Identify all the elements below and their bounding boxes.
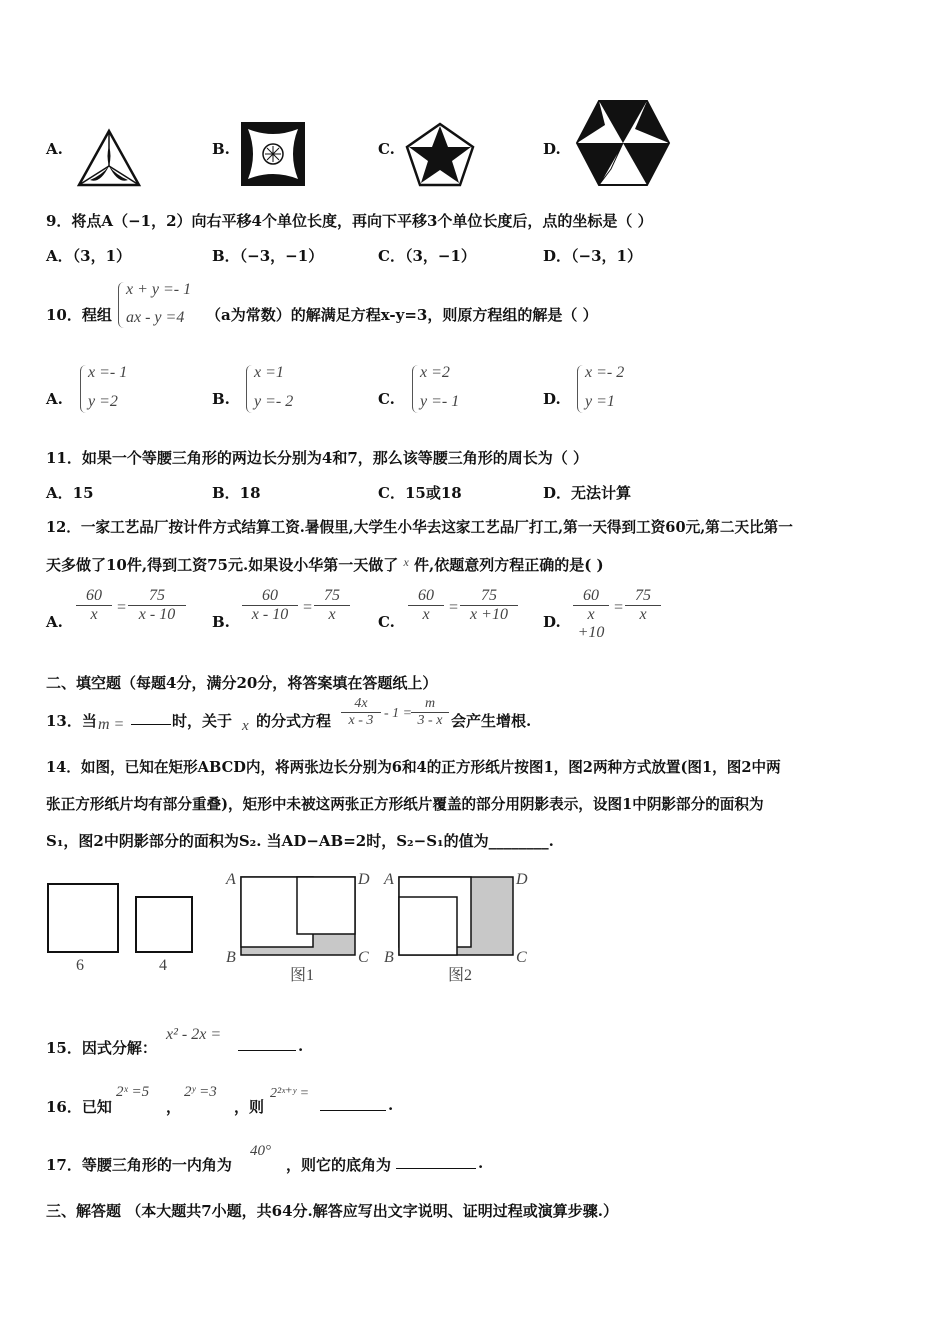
q8-option-a-label: A. bbox=[46, 140, 63, 158]
q10-option-label: C. bbox=[378, 390, 395, 408]
q10-system-brace bbox=[118, 282, 125, 328]
q17-text-c: . bbox=[478, 1154, 484, 1172]
label-six: 6 bbox=[76, 957, 84, 974]
q9-option-c: C．（3，−1） bbox=[378, 247, 476, 265]
q14-figure bbox=[40, 862, 540, 992]
fig2-label-C: C bbox=[516, 949, 527, 966]
q13-text-c: 的分式方程 bbox=[256, 712, 332, 730]
q12-fraction-1-num: 60 bbox=[573, 587, 609, 606]
q13-fraction-1-den: x - 3 bbox=[348, 713, 374, 728]
q12-option-fraction-2 bbox=[314, 587, 350, 624]
q9-option-b: B．（−3，−1） bbox=[212, 247, 324, 265]
q12-fraction-1-den: x +10 bbox=[577, 606, 605, 641]
q16-text-c: . bbox=[388, 1096, 394, 1114]
q8-figure-a bbox=[76, 128, 142, 188]
q16-eq-2: 2ʸ =3 bbox=[184, 1084, 217, 1100]
q12-fraction-2-num: 75 bbox=[460, 587, 518, 606]
q10-option-brace bbox=[577, 365, 584, 413]
q10-option-label: A. bbox=[46, 390, 63, 408]
q10-option-line-2: y =1 bbox=[585, 393, 615, 410]
fig2-label-D: D bbox=[516, 871, 528, 888]
q12-option-fraction-1 bbox=[573, 587, 609, 642]
q10-option-line-1: x =- 1 bbox=[88, 364, 128, 381]
fig1-label-C: C bbox=[358, 949, 369, 966]
square-6 bbox=[48, 884, 118, 952]
q12-option-label: C. bbox=[378, 613, 395, 631]
fig2-label-A: A bbox=[384, 871, 394, 888]
q10-option-line-2: y =2 bbox=[88, 393, 118, 410]
q10-option-line-1: x =2 bbox=[420, 364, 450, 381]
q16-sep: ， bbox=[166, 1098, 182, 1116]
q12-line-2-a: 天多做了10件,得到工资75元.如果设小华第一天做了 bbox=[46, 556, 399, 574]
q11-option-a: A．15 bbox=[46, 484, 94, 502]
q9-option-d: D．（−3，1） bbox=[543, 247, 642, 265]
q13-m: m = bbox=[98, 716, 125, 733]
fig1-square-4 bbox=[297, 877, 355, 934]
q13-fraction-2 bbox=[411, 696, 449, 729]
q10-option-brace bbox=[412, 365, 419, 413]
q10-option-label: D. bbox=[543, 390, 561, 408]
q10-stem: （a为常数）的解满足方程x-y=3，则原方程组的解是（ ） bbox=[206, 306, 598, 324]
q17-blank bbox=[396, 1154, 476, 1169]
q10-option-brace bbox=[80, 365, 87, 413]
q8-option-b-label: B. bbox=[212, 140, 230, 158]
q11-option-c: C．15或18 bbox=[378, 484, 462, 502]
q13-text-a: 13．当 bbox=[46, 712, 97, 730]
q16-text-b: ，则 bbox=[234, 1098, 265, 1116]
fig2-caption: 图2 bbox=[448, 967, 473, 984]
q12-equals: = bbox=[613, 599, 624, 616]
q12-fraction-2-num: 75 bbox=[128, 587, 186, 606]
q12-option-label: A. bbox=[46, 613, 63, 631]
q10-option-line-2: y =- 2 bbox=[254, 393, 294, 410]
q12-fraction-2-den: x bbox=[328, 606, 336, 623]
q12-option-label: D. bbox=[543, 613, 561, 631]
fig1-label-D: D bbox=[358, 871, 370, 888]
q13-fraction-1 bbox=[341, 696, 381, 729]
fig1-label-B: B bbox=[226, 949, 236, 966]
q12-fraction-2-num: 75 bbox=[314, 587, 350, 606]
q11-option-b: B．18 bbox=[212, 484, 261, 502]
q10-option-line-1: x =- 2 bbox=[585, 364, 625, 381]
q13-blank bbox=[131, 710, 171, 725]
q17-text-a: 17．等腰三角形的一内角为 bbox=[46, 1156, 232, 1174]
q12-option-fraction-2 bbox=[128, 587, 186, 624]
q12-variable: x bbox=[403, 555, 409, 569]
fig1-label-A: A bbox=[226, 871, 236, 888]
q14-line-1: 14．如图，已知在矩形ABCD内，将两张边长分别为6和4的正方形纸片按图1，图2两种方式放置(图1，图2中两 bbox=[46, 759, 781, 776]
q14-line-2: 张正方形纸片均有部分重叠)，矩形中未被这两张正方形纸片覆盖的部分用阴影表示，设图1中阴影部分的面积为 bbox=[46, 796, 764, 813]
q17-text-b: ，则它的底角为 bbox=[286, 1156, 392, 1174]
q12-option-fraction-2 bbox=[460, 587, 518, 624]
q10-option-line-1: x =1 bbox=[254, 364, 284, 381]
q12-line-2-b: 件,依题意列方程正确的是( ) bbox=[414, 556, 604, 574]
q10-equation-2: ax - y =4 bbox=[126, 309, 185, 326]
q12-fraction-2-den: x bbox=[639, 606, 647, 623]
fig2-label-B: B bbox=[384, 949, 394, 966]
q15-text-b: . bbox=[298, 1037, 304, 1055]
q12-line-1: 12．一家工艺品厂按计件方式结算工资.暑假里,大学生小华去这家工艺品厂打工,第一天得到工资60元,第二天比第一 bbox=[46, 519, 793, 536]
q12-equals: = bbox=[116, 599, 127, 616]
q8-option-c-label: C. bbox=[378, 140, 395, 158]
q15-blank bbox=[238, 1036, 296, 1051]
q12-fraction-1-den: x bbox=[422, 606, 430, 623]
q17-angle: 40° bbox=[250, 1143, 271, 1159]
q13-text-d: 会产生增根. bbox=[451, 712, 532, 730]
q8-option-d-label: D. bbox=[543, 140, 561, 158]
q12-fraction-2-den: x - 10 bbox=[138, 606, 176, 623]
q10-equation-1: x + y =- 1 bbox=[126, 281, 192, 298]
q10-option-line-2: y =- 1 bbox=[420, 393, 460, 410]
q10-option-brace bbox=[246, 365, 253, 413]
q12-option-fraction-1 bbox=[408, 587, 444, 624]
q12-option-fraction-1 bbox=[242, 587, 298, 624]
q12-fraction-1-den: x bbox=[90, 606, 98, 623]
q9-option-a: A．（3，1） bbox=[46, 247, 132, 265]
q13-mid: - 1 = bbox=[384, 706, 413, 721]
square-4 bbox=[136, 897, 192, 952]
q12-option-fraction-1 bbox=[76, 587, 112, 624]
q8-figure-b bbox=[240, 121, 306, 187]
q12-fraction-1-num: 60 bbox=[408, 587, 444, 606]
q16-eq-1: 2ˣ =5 bbox=[116, 1084, 150, 1100]
q13-text-b: 时，关于 bbox=[172, 712, 233, 730]
q16-text-a: 16．已知 bbox=[46, 1098, 112, 1116]
q12-fraction-2-num: 75 bbox=[625, 587, 661, 606]
section-2-heading: 二、填空题（每题4分，满分20分，将答案填在答题纸上） bbox=[46, 674, 438, 692]
q12-fraction-1-den: x - 10 bbox=[251, 606, 289, 623]
q15-text-a: 15．因式分解： bbox=[46, 1039, 157, 1057]
q15-expression: x² - 2x = bbox=[166, 1026, 222, 1043]
q12-equals: = bbox=[302, 599, 313, 616]
q12-line-2 bbox=[46, 554, 604, 575]
q10-number: 10．程组 bbox=[46, 306, 112, 324]
q9-stem: 9．将点A（−1，2）向右平移4个单位长度，再向下平移3个单位长度后，点的坐标是（ ） bbox=[46, 212, 653, 230]
q12-fraction-1-num: 60 bbox=[242, 587, 298, 606]
q13-fraction-2-den: 3 - x bbox=[417, 713, 443, 728]
q8-figure-c bbox=[405, 122, 475, 188]
q16-blank bbox=[320, 1096, 386, 1111]
q13-fraction-2-num: m bbox=[411, 696, 449, 713]
q16-eq-3: 2²ˣ⁺ʸ = bbox=[270, 1086, 310, 1101]
q11-option-d: D．无法计算 bbox=[543, 484, 632, 502]
q12-option-label: B. bbox=[212, 613, 230, 631]
label-four: 4 bbox=[159, 957, 167, 974]
q13-fraction-1-num: 4x bbox=[341, 696, 381, 713]
q13-x: x bbox=[242, 718, 249, 734]
fig2-square-4 bbox=[399, 897, 457, 955]
q12-fraction-2-den: x +10 bbox=[470, 606, 508, 623]
q14-line-3: S₁，图2中阴影部分的面积为S₂. 当AD−AB=2时，S₂−S₁的值为________. bbox=[46, 832, 554, 850]
fig1-caption: 图1 bbox=[290, 967, 315, 984]
q12-equals: = bbox=[448, 599, 459, 616]
q8-figure-d bbox=[575, 99, 671, 187]
q11-stem: 11．如果一个等腰三角形的两边长分别为4和7，那么该等腰三角形的周长为（ ） bbox=[46, 449, 588, 467]
q12-option-fraction-2 bbox=[625, 587, 661, 624]
q10-option-label: B. bbox=[212, 390, 230, 408]
section-3-heading: 三、解答题 （本大题共7小题，共64分.解答应写出文字说明、证明过程或演算步骤.） bbox=[46, 1202, 618, 1220]
q12-fraction-1-num: 60 bbox=[76, 587, 112, 606]
